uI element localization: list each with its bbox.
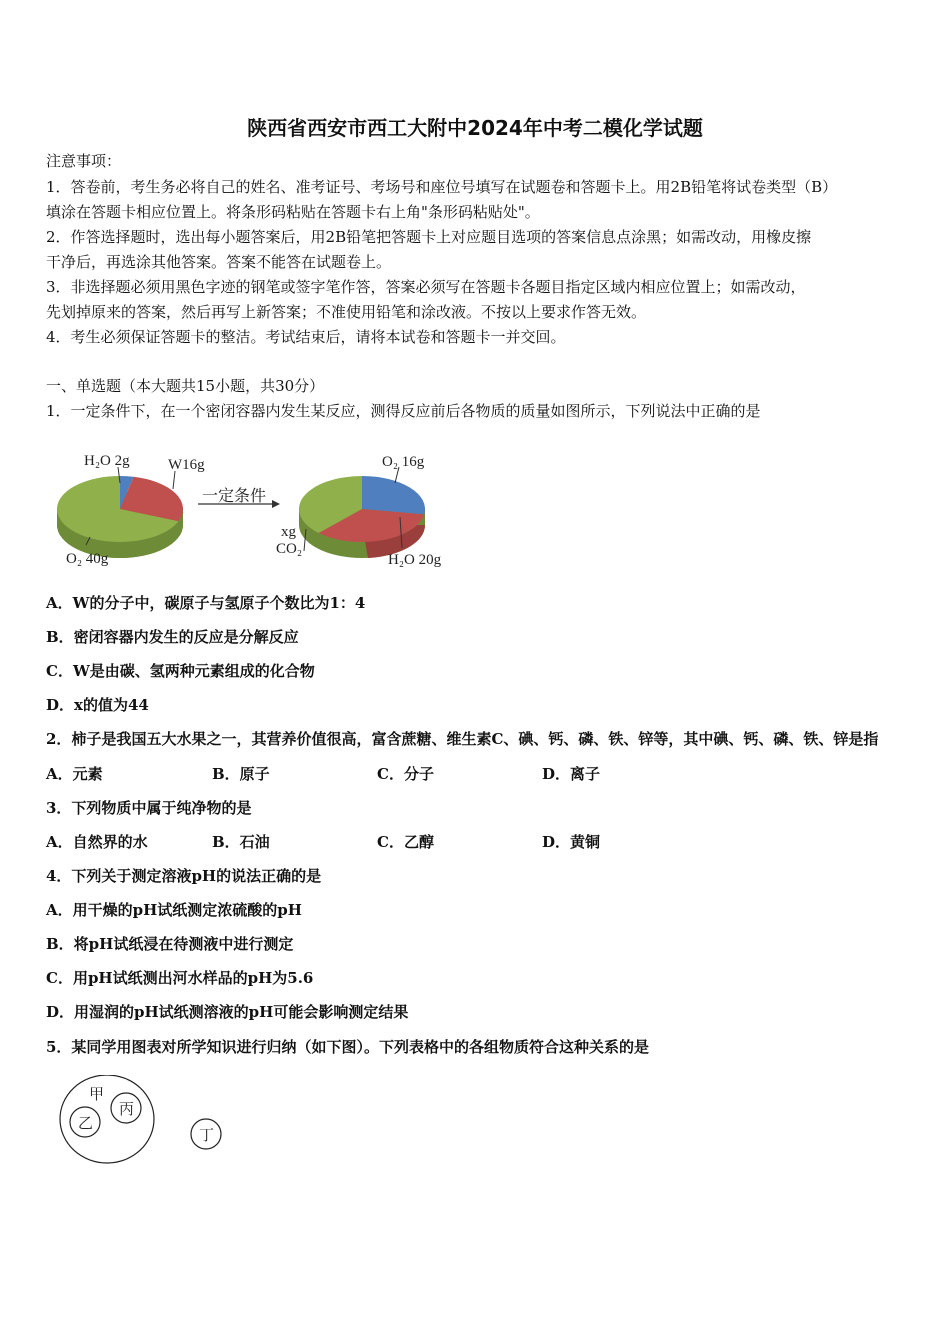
q5-diagram (55, 1075, 235, 1170)
section-heading: 一、单选题（本大题共15小题，共30分） (46, 377, 325, 395)
q1-option-d: D．x的值为44 (46, 696, 149, 714)
q4-option-c: C．用pH试纸测出河水样品的pH为5.6 (46, 969, 314, 987)
q4-option-a: A．用干燥的pH试纸测定浓硫酸的pH (46, 901, 302, 919)
q3-option-a: A．自然界的水 (46, 833, 148, 851)
q3-option-b: B．石油 (212, 833, 270, 851)
label-before-o2: O₂ 40g (66, 551, 109, 567)
q1-pie-figure (50, 445, 470, 575)
notice-line: 3．非选择题必须用黑色字迹的钢笔或签字笔作答，答案必须写在答题卡各题目指定区域内相应位置上；如需改动， (46, 278, 806, 296)
label-after-co2: CO₂ (276, 541, 303, 557)
circle-jia (60, 1075, 154, 1163)
q4-option-d: D．用湿润的pH试纸测溶液的pH可能会影响测定结果 (46, 1003, 409, 1021)
q3-option-c: C．乙醇 (377, 833, 434, 851)
leader-line (173, 471, 175, 489)
label-bing: 丙 (119, 1102, 135, 1118)
q4-stem: 4．下列关于测定溶液pH的说法正确的是 (46, 867, 322, 885)
label-ding: 丁 (199, 1128, 215, 1144)
label-jia: 甲 (89, 1087, 105, 1103)
label-before-w: W16g (168, 457, 205, 473)
notice-line: 填涂在答题卡相应位置上。将条形码粘贴在答题卡右上角"条形码粘贴处"。 (46, 203, 540, 221)
q3-option-d: D．黄铜 (542, 833, 601, 851)
label-yi: 乙 (78, 1116, 94, 1132)
notice-line: 先划掉原来的答案，然后再写上新答案；不准使用铅笔和涂改液。不按以上要求作答无效。 (46, 303, 647, 321)
label-after-h2o: H₂O 20g (388, 552, 442, 568)
notice-line: 2．作答选择题时，选出每小题答案后，用2B铅笔把答题卡上对应题目选项的答案信息点涂黑；如需改动，用橡皮擦 (46, 228, 812, 246)
q1-option-b: B．密闭容器内发生的反应是分解反应 (46, 628, 299, 646)
q1-option-a: A．W的分子中，碳原子与氢原子个数比为1：4 (46, 594, 366, 612)
notice-line: 4．考生必须保证答题卡的整洁。考试结束后，请将本试卷和答题卡一并交回。 (46, 328, 566, 346)
notice-line: 干净后，再选涂其他答案。答案不能答在试题卷上。 (46, 253, 392, 271)
notice-heading: 注意事项： (46, 152, 122, 170)
q1-option-c: C．W是由碳、氢两种元素组成的化合物 (46, 662, 315, 680)
q2-option-a: A．元素 (46, 765, 103, 783)
q4-option-b: B．将pH试纸浸在待测液中进行测定 (46, 935, 294, 953)
q2-option-d: D．离子 (542, 765, 601, 783)
label-before-h2o: H₂O 2g (84, 453, 130, 469)
q5-stem: 5．某同学用图表对所学知识进行归纳（如下图）。下列表格中的各组物质符合这种关系的是 (46, 1038, 649, 1056)
label-after-o2: O₂ 16g (382, 454, 425, 470)
notice-line: 1．答卷前，考生务必将自己的姓名、准考证号、考场号和座位号填写在试题卷和答题卡上。用2B铅笔将试卷类型（B） (46, 178, 838, 196)
page-title: 陕西省西安市西工大附中2024年中考二模化学试题 (247, 116, 703, 140)
q3-stem: 3．下列物质中属于纯净物的是 (46, 799, 252, 817)
pie-slice-after-o2 (362, 476, 425, 514)
arrow-head-icon (272, 500, 280, 508)
q1-stem: 1．一定条件下，在一个密闭容器内发生某反应，测得反应前后各物质的质量如图所示，下列说法中正确的是 (46, 402, 761, 420)
q2-option-b: B．原子 (212, 765, 270, 783)
label-after-xg: xg (281, 524, 296, 540)
arrow-label: 一定条件 (202, 488, 267, 505)
q2-option-c: C．分子 (377, 765, 434, 783)
q2-stem: 2．柿子是我国五大水果之一，其营养价值很高，富含蔗糖、维生素C、碘、钙、磷、铁、锌等，其中碘、钙、磷、铁、锌是指 (46, 730, 879, 748)
